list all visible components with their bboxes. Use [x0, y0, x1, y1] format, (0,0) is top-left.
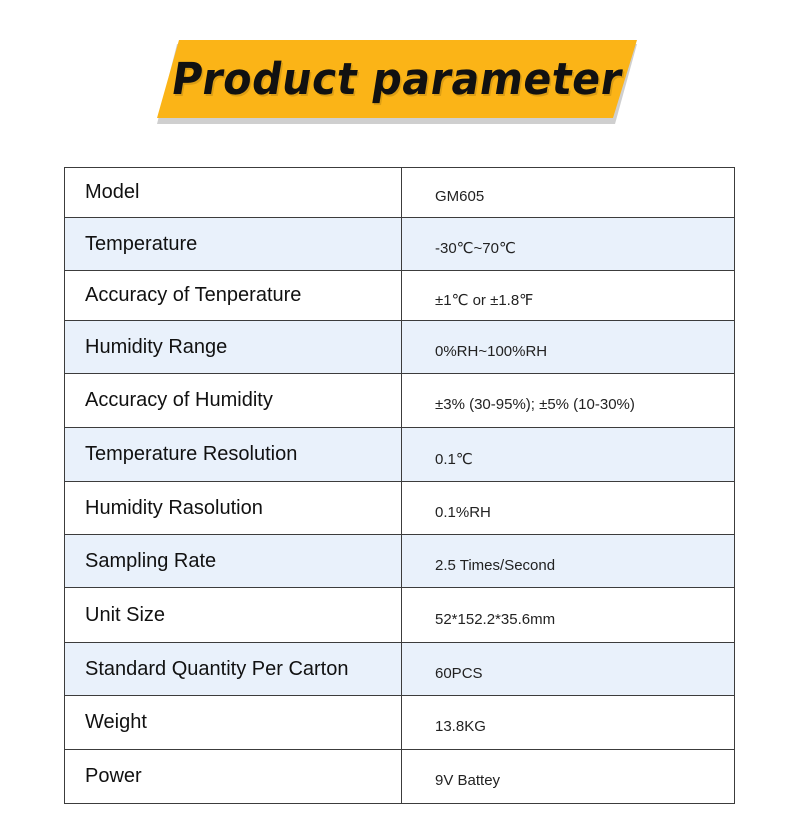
- parameter-label: Accuracy of Tenperature: [65, 271, 402, 321]
- table-row: [65, 374, 735, 428]
- parameter-label: Sampling Rate: [65, 535, 402, 588]
- table-row: [65, 271, 735, 321]
- parameter-value: GM605: [402, 168, 735, 218]
- parameter-value: 0%RH~100%RH: [402, 321, 735, 374]
- parameter-label: Standard Quantity Per Carton: [65, 643, 402, 696]
- table-row: [65, 321, 735, 374]
- parameter-label: Humidity Range: [65, 321, 402, 374]
- parameter-label: Temperature: [65, 218, 402, 271]
- parameter-value: 2.5 Times/Second: [402, 535, 735, 588]
- parameter-value: 52*152.2*35.6mm: [402, 588, 735, 643]
- parameter-table: [64, 167, 735, 804]
- parameter-label: Accuracy of Humidity: [65, 374, 402, 428]
- parameter-label: Unit Size: [65, 588, 402, 643]
- parameter-value: 9V Battey: [402, 750, 735, 804]
- parameter-value: ±3% (30-95%); ±5% (10-30%): [402, 374, 735, 428]
- parameter-value: 13.8KG: [402, 696, 735, 750]
- parameter-label: Humidity Rasolution: [65, 482, 402, 535]
- parameter-value: 60PCS: [402, 643, 735, 696]
- table-row: [65, 218, 735, 271]
- table-row: [65, 643, 735, 696]
- page-title: Product parameter: [167, 53, 627, 105]
- table-row: [65, 428, 735, 482]
- table-row: [65, 535, 735, 588]
- parameter-label: Temperature Resolution: [65, 428, 402, 482]
- table-row: [65, 482, 735, 535]
- parameter-label: Weight: [65, 696, 402, 750]
- table-row: [65, 750, 735, 804]
- table-row: [65, 588, 735, 643]
- parameter-label: Power: [65, 750, 402, 804]
- parameter-value: -30℃~70℃: [402, 218, 735, 271]
- parameter-value: ±1℃ or ±1.8℉: [402, 271, 735, 321]
- parameter-label: Model: [65, 168, 402, 218]
- title-banner: [157, 40, 637, 124]
- parameter-value: 0.1%RH: [402, 482, 735, 535]
- table-row: [65, 696, 735, 750]
- table-row: [65, 168, 735, 218]
- parameter-value: 0.1℃: [402, 428, 735, 482]
